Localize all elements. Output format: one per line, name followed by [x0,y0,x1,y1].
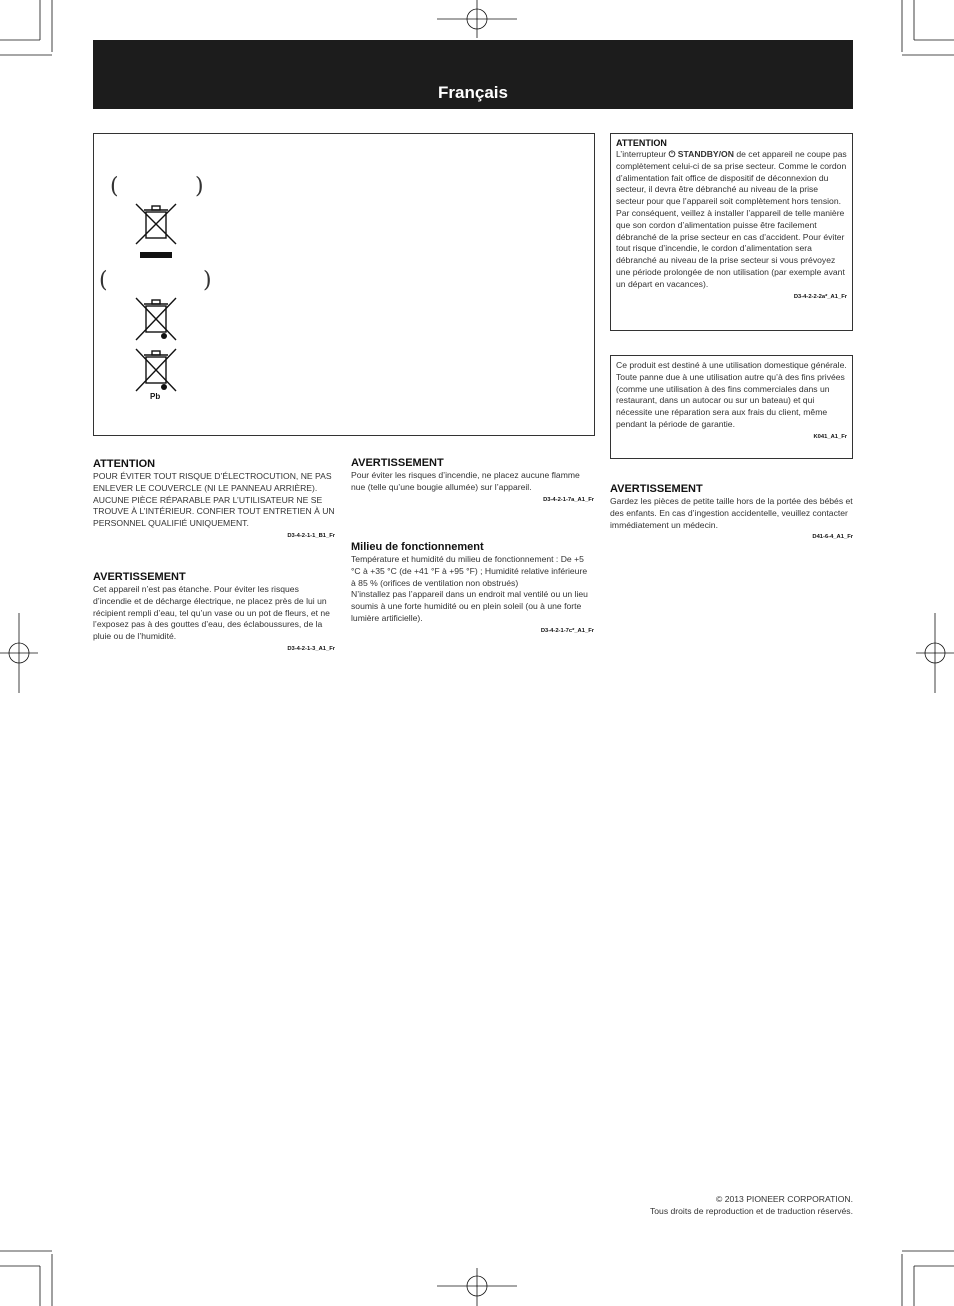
standby-text-before: L’interrupteur [616,149,669,159]
avertissement-water-section [93,571,335,652]
pb-label: Pb [150,392,161,401]
rights-text: Tous droits de reproduction et de traduction réservés. [649,1206,853,1216]
paren-close: ) [203,268,212,293]
paren-close: ) [195,174,204,199]
section-heading: AVERTISSEMENT [93,571,186,583]
reference-code: D3-4-2-1-3_A1_Fr [287,645,335,652]
milieu-section [351,541,594,634]
section-text: POUR ÉVITER TOUT RISQUE D’ÉLECTROCUTION, NE PAS ENLEVER LE COUVERCLE (NI LE PANNEAU ARRIÈRE). AUCUNE PIÈCE RÉPARABLE PAR L’UTILISATEUR NE SE TROUVE À L’INTÉRIEUR. CONFIER TOUT ENTRETIEN À UN PERSONNEL QUALIFIÉ UNIQUEMENT. [93,471,335,529]
section-text: Température et humidité du milieu de fonctionnement : De +5 °C à +35 °C (de +41 °F à +95 °F) ; Humidité relative inférieure à 85 % (orifices de ventilation non obstrués) N’installez pas l’appareil dans un endroit mal ventilé ou un lieu soumis à une forte humidité ou en plein soleil (ou à une forte lumière artificielle). [351,554,588,623]
reference-code: D3-4-2-2-2a*_A1_Fr [793,293,847,300]
section-text: Gardez les pièces de petite taille hors de la portée des bébés et des enfants. En cas d’ingestion accidentelle, veuillez contacter immédiatement un médecin. [610,496,853,530]
section-heading: ATTENTION [93,458,156,470]
power-icon: ⏻ [668,149,676,159]
attention-standby-box [610,133,853,331]
crossed-bin-icon [136,204,176,264]
language-banner [93,40,853,109]
reference-code: D3-4-2-1-7a_A1_Fr [543,496,594,503]
paren-open: ( [110,174,119,199]
copyright-text: © 2013 PIONEER CORPORATION. [715,1194,853,1204]
section-heading: AVERTISSEMENT [610,483,703,495]
standby-text-after: de cet appareil ne coupe pas complètement celui-ci de sa prise secteur. Comme le cordon d’alimentation fait office de dispositif de déconnexion du secteur, il devra être débranché au niveau de la prise secteur pour que l’appareil soit complètement hors tension. Par conséquent, veillez à installer l’appareil de telle manière que son cordon d’alimentation puisse être facilement débranché de la prise secteur en cas d’accident. Pour éviter tout risque d’incendie, le cordon d’alimentation sera débranché au niveau de la prise secteur si vous prévoyez une période prolongée de non utilisation (par exemple avant un départ en vacances). [616,149,847,289]
crossed-bin-battery-icon [136,298,176,342]
standby-label: STANDBY/ON [677,149,734,159]
attention-shock-section [93,458,335,539]
copyright-block [553,1193,853,1217]
reference-code: D3-4-2-1-1_B1_Fr [287,532,335,539]
crossed-bin-battery-pb-icon [136,349,176,393]
page-title: Français [438,83,508,102]
paren-open: ( [99,268,108,293]
section-heading: ATTENTION [616,138,667,148]
reference-code: D3-4-2-1-7c*_A1_Fr [540,627,594,634]
section-text: Cet appareil n’est pas étanche. Pour éviter les risques d’incendie et de décharge électrique, ne placez près de lui un récipient rempli d’eau, tel qu’un vase ou un pot de fleurs, et ne l’exposez pas à des gouttes d’eau, des éclaboussures, de la pluie ou de l’humidité. [93,584,330,642]
section-text: Ce produit est destiné à une utilisation domestique générale. Toute panne due à une utilisation autre qu’à des fins privées (comme une utilisation à des fins commerciales dans un restaurant, dans un autocar ou sur un bateau) et qui nécessite une réparation sera aux frais du client, même pendant la période de garantie. [616,360,847,429]
reference-code: D41-6-4_A1_Fr [812,534,853,541]
avertissement-flame-section [351,457,594,503]
avertissement-small-parts-section [610,483,853,540]
domestic-use-box [610,355,853,459]
section-text [616,149,847,291]
disposal-symbols-box [93,133,595,436]
section-heading: AVERTISSEMENT [351,457,444,469]
section-heading: Milieu de fonctionnement [351,541,484,553]
reference-code: K041_A1_Fr [813,433,847,440]
section-text: Pour éviter les risques d’incendie, ne placez aucune flamme nue (telle qu’une bougie allumée) sur l’appareil. [351,470,580,492]
